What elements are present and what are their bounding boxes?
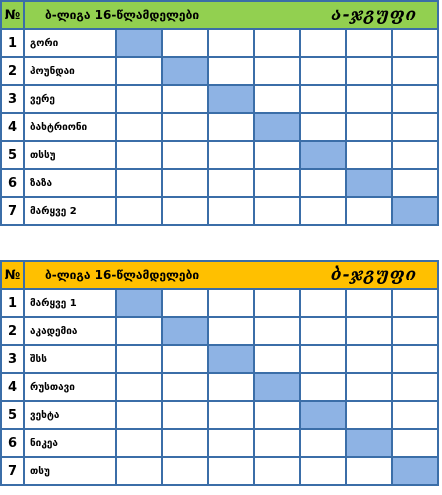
result-cell [392,141,438,169]
table-row [1,401,438,429]
result-cell [346,29,392,57]
result-cell [392,317,438,345]
row-number: 1 [1,29,24,57]
result-cell [254,317,300,345]
team-name: თსუ [24,457,116,485]
result-cell [392,169,438,197]
table-row [1,373,438,401]
result-cell [116,57,162,85]
table-row [1,457,438,485]
group-a-title: ბ-ლიგა 16-წლამდელები [45,8,200,22]
group-b-header-row [1,261,438,289]
result-cell [208,141,254,169]
result-cell [116,85,162,113]
group-b-num-header: № [1,261,24,289]
team-name: მარყვე 1 [24,289,116,317]
team-name: ჰოუნდაი [24,57,116,85]
result-cell [116,317,162,345]
team-name: ბახტრიონი [24,113,116,141]
result-cell [208,457,254,485]
result-cell [116,113,162,141]
row-number: 7 [1,457,24,485]
team-name: შსს [24,345,116,373]
diagonal-cell [346,169,392,197]
row-number: 4 [1,373,24,401]
result-cell [392,289,438,317]
result-cell [392,401,438,429]
result-cell [162,457,208,485]
result-cell [254,29,300,57]
team-name: თსსუ [24,141,116,169]
result-cell [254,401,300,429]
table-row [1,141,438,169]
result-cell [300,169,346,197]
result-cell [116,373,162,401]
group-b-title: ბ-ლიგა 16-წლამდელები [45,268,200,282]
result-cell [116,401,162,429]
result-cell [300,317,346,345]
result-cell [208,197,254,225]
row-number: 2 [1,317,24,345]
result-cell [116,169,162,197]
table-row [1,197,438,225]
result-cell [300,429,346,457]
result-cell [208,29,254,57]
result-cell [254,457,300,485]
row-number: 6 [1,429,24,457]
result-cell [162,401,208,429]
result-cell [346,317,392,345]
result-cell [300,57,346,85]
group-b-body [1,289,438,485]
result-cell [392,373,438,401]
result-cell [162,373,208,401]
result-cell [162,289,208,317]
result-cell [116,141,162,169]
result-cell [208,401,254,429]
diagonal-cell [208,85,254,113]
result-cell [392,113,438,141]
team-name: გორი [24,29,116,57]
result-cell [254,345,300,373]
result-cell [300,373,346,401]
team-name: აკადემია [24,317,116,345]
diagonal-cell [162,317,208,345]
diagonal-cell [116,289,162,317]
result-cell [254,289,300,317]
row-number: 1 [1,289,24,317]
diagonal-cell [300,141,346,169]
group-a-body [1,29,438,225]
result-cell [392,29,438,57]
group-b-title-cell [24,261,438,289]
result-cell [116,457,162,485]
result-cell [254,197,300,225]
result-cell [208,429,254,457]
result-cell [300,289,346,317]
result-cell [392,429,438,457]
table-row [1,57,438,85]
result-cell [254,85,300,113]
group-a-title-cell [24,1,438,29]
diagonal-cell [346,429,392,457]
row-number: 3 [1,85,24,113]
result-cell [162,345,208,373]
row-number: 3 [1,345,24,373]
result-cell [162,141,208,169]
result-cell [346,197,392,225]
result-cell [346,457,392,485]
result-cell [300,457,346,485]
result-cell [346,373,392,401]
row-number: 4 [1,113,24,141]
result-cell [208,169,254,197]
result-cell [208,317,254,345]
result-cell [116,197,162,225]
result-cell [346,57,392,85]
result-cell [162,197,208,225]
result-cell [208,373,254,401]
result-cell [162,85,208,113]
group-a-label: ა-ჯგუფი [331,5,417,25]
result-cell [254,169,300,197]
diagonal-cell [300,401,346,429]
group-a-table [0,0,439,226]
diagonal-cell [392,197,438,225]
result-cell [162,169,208,197]
team-name: ვეხტა [24,401,116,429]
row-number: 7 [1,197,24,225]
table-row [1,85,438,113]
result-cell [392,85,438,113]
group-b-table [0,260,439,486]
result-cell [300,29,346,57]
result-cell [346,401,392,429]
team-name: რუსთავი [24,373,116,401]
result-cell [346,345,392,373]
diagonal-cell [162,57,208,85]
table-row [1,169,438,197]
table-row [1,289,438,317]
team-name: მარყვე 2 [24,197,116,225]
table-row [1,317,438,345]
result-cell [346,289,392,317]
result-cell [300,197,346,225]
row-number: 6 [1,169,24,197]
row-number: 5 [1,141,24,169]
diagonal-cell [208,345,254,373]
row-number: 5 [1,401,24,429]
row-number: 2 [1,57,24,85]
result-cell [254,429,300,457]
result-cell [116,345,162,373]
result-cell [300,345,346,373]
result-cell [208,57,254,85]
table-row [1,29,438,57]
diagonal-cell [392,457,438,485]
result-cell [208,289,254,317]
result-cell [346,113,392,141]
result-cell [162,429,208,457]
result-cell [392,57,438,85]
group-a-header-row [1,1,438,29]
result-cell [162,29,208,57]
table-row [1,345,438,373]
result-cell [116,429,162,457]
result-cell [254,57,300,85]
result-cell [392,345,438,373]
result-cell [300,113,346,141]
table-row [1,113,438,141]
team-name: ვერე [24,85,116,113]
diagonal-cell [254,113,300,141]
diagonal-cell [116,29,162,57]
result-cell [346,85,392,113]
group-b-label: ბ-ჯგუფი [330,265,417,285]
result-cell [300,85,346,113]
result-cell [346,141,392,169]
diagonal-cell [254,373,300,401]
team-name: ზაზა [24,169,116,197]
group-a-num-header: № [1,1,24,29]
table-row [1,429,438,457]
result-cell [162,113,208,141]
result-cell [208,113,254,141]
team-name: ნიკეა [24,429,116,457]
result-cell [254,141,300,169]
